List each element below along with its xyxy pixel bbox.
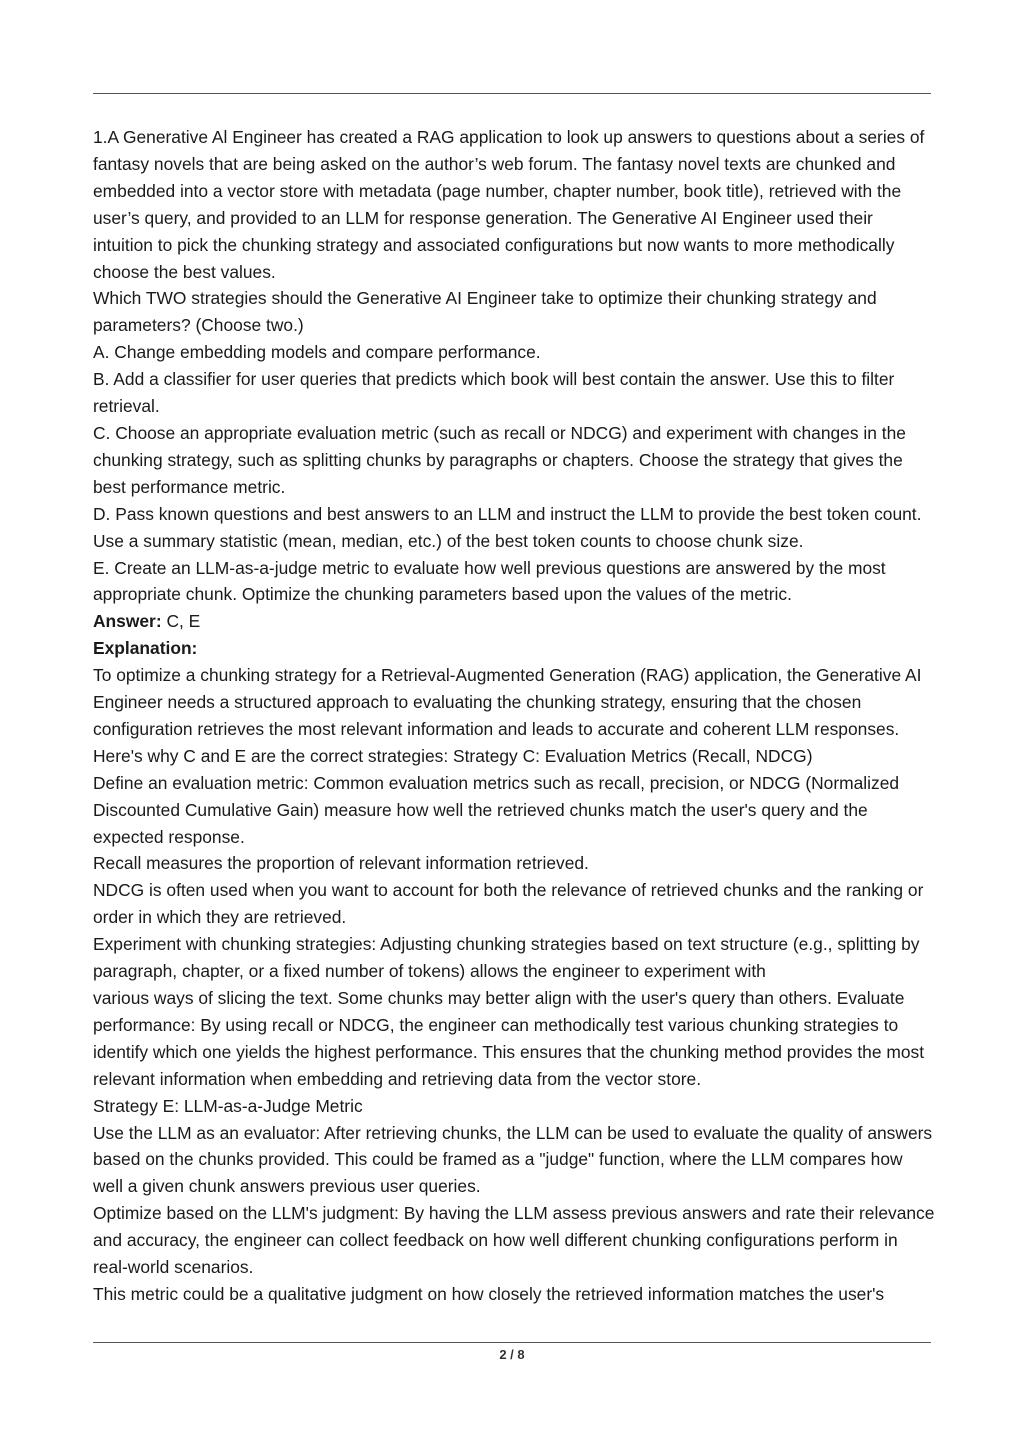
answer-line <box>93 608 935 635</box>
explanation-paragraph: Experiment with chunking strategies: Adjusting chunking strategies based on text structure (e.g., splitting by paragraph, chapter, or a fixed number of tokens) allows the engineer to experiment with <box>93 934 920 982</box>
footer-rule <box>93 1342 931 1343</box>
question-stem-paragraph: 1.A Generative Al Engineer has created a RAG application to look up answers to questions about a series of fantasy novels that are being asked on the author’s web forum. The fantasy novel texts are chunked and embedded into a vector store with metadata (page number, chapter number, book title), retrieved with the user’s query, and provided to an LLM for response generation. The Generative AI Engineer used their intuition to pick the chunking strategy and associated configurations but now wants to more methodically choose the best values. <box>93 127 925 282</box>
explanation-paragraph: Optimize based on the LLM's judgment: By having the LLM assess previous answers and rate their relevance and accuracy, the engineer can collect feedback on how well different chunking configurations perform in real-world scenarios. <box>93 1203 935 1278</box>
explanation-paragraph: To optimize a chunking strategy for a Retrieval-Augmented Generation (RAG) application, the Generative AI Engineer needs a structured approach to evaluating the chunking strategy, ensuring that the chosen configuration retrieves the most relevant information and leads to accurate and coherent LLM responses. Here's why C and E are the correct strategies: Strategy C: Evaluation Metrics (Recall, NDCG) <box>93 665 922 766</box>
explanation-paragraph: NDCG is often used when you want to account for both the relevance of retrieved chunks and the ranking or order in which they are retrieved. <box>93 880 924 928</box>
answer-value: C, E <box>161 611 201 632</box>
question-prompt-paragraph: Which TWO strategies should the Generative AI Engineer take to optimize their chunking strategy and parameters? (Choose two.) <box>93 288 877 336</box>
option-a: A. Change embedding models and compare performance. <box>93 342 541 363</box>
explanation-paragraph: Strategy E: LLM-as-a-Judge Metric <box>93 1095 363 1116</box>
explanation-paragraph: Use the LLM as an evaluator: After retrieving chunks, the LLM can be used to evaluate the quality of answers based on the chunks provided. This could be framed as a "judge" function, where the LLM compares how well a given chunk answers previous user queries. <box>93 1122 933 1197</box>
answer-label: Answer: <box>93 611 162 632</box>
option-b: B. Add a classifier for user queries that predicts which book will best contain the answer. Use this to filter retrieval. <box>93 369 895 417</box>
explanation-paragraph: This metric could be a qualitative judgment on how closely the retrieved information matches the user's <box>93 1283 885 1304</box>
option-d: D. Pass known questions and best answers to an LLM and instruct the LLM to provide the best token count. Use a summary statistic (mean, median, etc.) of the best token counts to choose chunk size. <box>93 503 922 551</box>
explanation-paragraph: Recall measures the proportion of relevant information retrieved. <box>93 853 589 874</box>
explanation-heading: Explanation: <box>93 638 198 659</box>
option-c: C. Choose an appropriate evaluation metric (such as recall or NDCG) and experiment with changes in the chunking strategy, such as splitting chunks by paragraphs or chapters. Choose the strategy that gives the best performance metric. <box>93 422 906 497</box>
option-e: E. Create an LLM-as-a-judge metric to evaluate how well previous questions are answered by the most appropriate chunk. Optimize the chunking parameters based upon the values of the metric. <box>93 557 886 605</box>
page-body <box>93 124 935 1308</box>
explanation-paragraph: Define an evaluation metric: Common evaluation metrics such as recall, precision, or NDCG (Normalized Discounted Cumulative Gain) measure how well the retrieved chunks match the user's query and the expected response. <box>93 772 900 847</box>
explanation-paragraph: various ways of slicing the text. Some chunks may better align with the user's query than others. Evaluate performance: By using recall or NDCG, the engineer can methodically test various chunking strategies to identify which one yields the highest performance. This ensures that the chunking method provides the most relevant information when embedding and retrieving data from the vector store. <box>93 988 925 1089</box>
header-rule <box>93 93 931 94</box>
page-number: 2 / 8 <box>499 1347 525 1362</box>
